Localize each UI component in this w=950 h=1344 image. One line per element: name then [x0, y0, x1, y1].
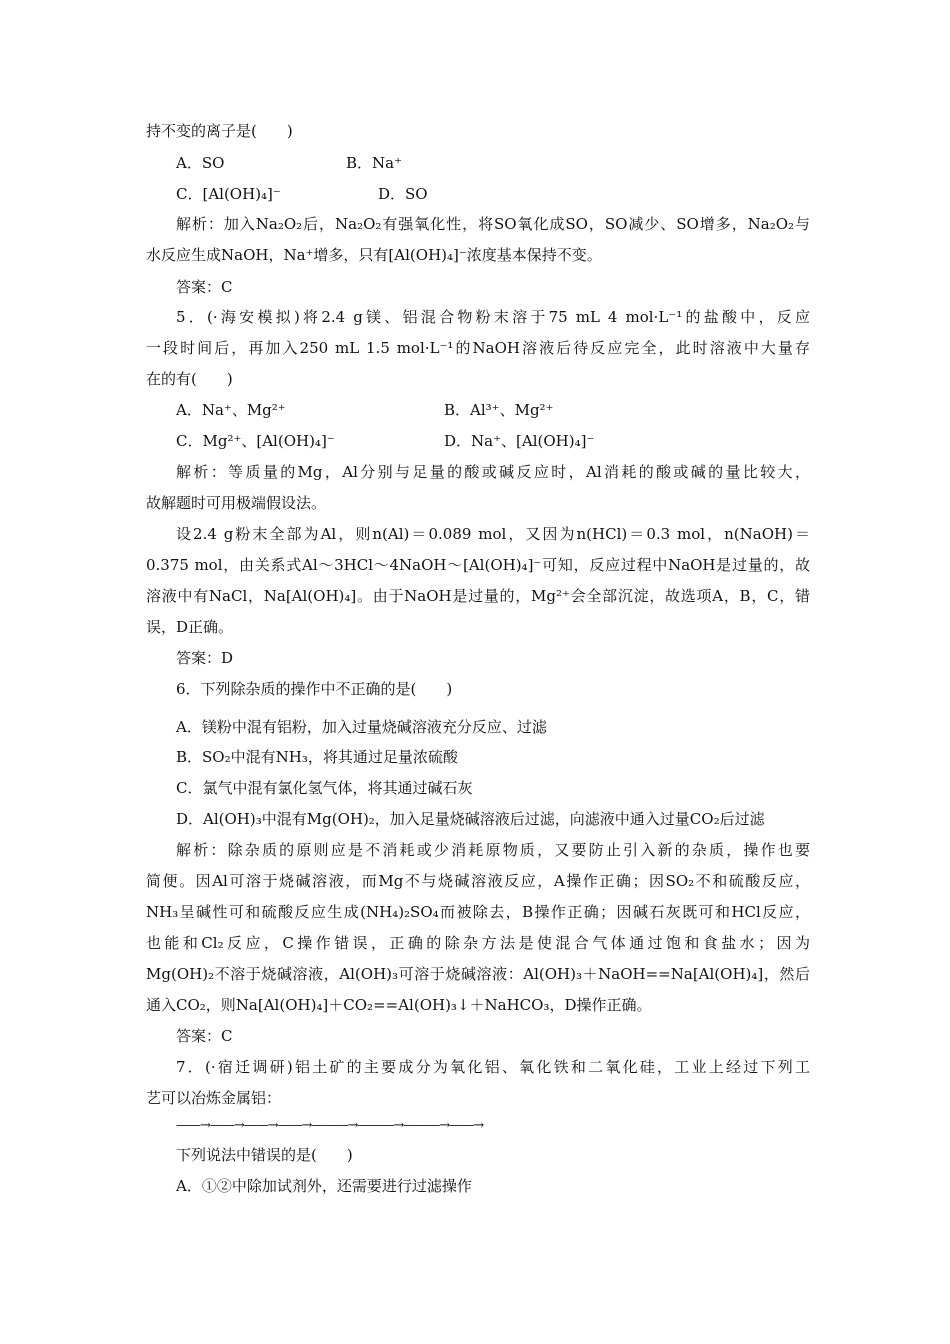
question-6-analysis-line-6: 通入CO₂，则Na[Al(OH)₄]＋CO₂==Al(OH)₃↓＋NaHCO₃，D操作正确。	[146, 996, 652, 1014]
option-a: A．SO	[176, 154, 225, 172]
question-5-analysis-line-5: 溶液中有NaCl，Na[Al(OH)₄]。由于NaOH是过量的，Mg²⁺会全部沉淀，故选项A，B，C，错	[146, 587, 810, 605]
option-b: B．Al³⁺、Mg²⁺	[444, 401, 554, 419]
question-4-options-row-1	[176, 153, 810, 173]
question-6-analysis-line-2: 简便。因Al可溶于烧碱溶液，而Mg不与烧碱溶液反应，A操作正确；因SO₂不和硫酸反应，	[146, 872, 810, 890]
question-4-stem-end: 持不变的离子是( )	[146, 122, 293, 140]
question-5-analysis-line-3: 设2.4 g粉末全部为Al，则n(Al)＝0.089 mol，又因为n(HCl)＝0.3 mol，n(NaOH)＝	[176, 525, 810, 543]
question-6-option-c: C．氯气中混有氯化氢气体，将其通过碱石灰	[176, 779, 473, 797]
question-5-stem-line-2: 一段时间后，再加入250 mL 1.5 mol·L⁻¹的NaOH溶液后待反应完全，此时溶液中大量存	[146, 339, 810, 357]
question-7-stem-line-1: 7．(·宿迁调研)铝土矿的主要成分为氧化铝、氧化铁和二氧化硅，工业上经过下列工	[176, 1058, 810, 1076]
process-flow-arrows: ——→——→——→——→———→———→———→——→	[176, 1118, 484, 1133]
option-d: D．Na⁺、[Al(OH)₄]⁻	[444, 432, 595, 450]
question-7-stem-line-2: 艺可以冶炼金属铝：	[146, 1089, 282, 1107]
question-4-analysis-line-1: 解析：加入Na₂O₂后，Na₂O₂有强氧化性，将SO氧化成SO，SO减少、SO增多，Na₂O₂与	[176, 215, 810, 233]
question-6-analysis-line-1: 解析：除杂质的原则应是不消耗或少消耗原物质，又要防止引入新的杂质，操作也要	[176, 841, 810, 859]
option-d: D．SO	[378, 185, 428, 203]
question-6-answer: 答案：C	[176, 1027, 233, 1045]
question-5-analysis-line-1: 解析：等质量的Mg，Al分别与足量的酸或碱反应时，Al消耗的酸或碱的量比较大，	[176, 463, 810, 481]
question-7-prompt: 下列说法中错误的是( )	[176, 1146, 353, 1164]
question-4-answer: 答案：C	[176, 278, 233, 296]
question-5-options-row-2	[176, 431, 810, 451]
question-5-stem-line-1: 5．(·海安模拟)将2.4 g镁、铝混合物粉末溶于75 mL 4 mol·L⁻¹的盐酸中，反应	[176, 308, 810, 326]
question-4-options-row-2	[176, 184, 810, 204]
question-6-stem: 6．下列除杂质的操作中不正确的是( )	[176, 680, 453, 698]
question-6-analysis-line-3: NH₃呈碱性可和硫酸反应生成(NH₄)₂SO₄而被除去，B操作正确；因碱石灰既可和HCl反应，	[146, 903, 810, 921]
option-c: C．Mg²⁺、[Al(OH)₄]⁻	[176, 432, 335, 450]
option-c: C．[Al(OH)₄]⁻	[176, 185, 281, 203]
question-5-analysis-line-6: 误，D正确。	[146, 618, 234, 636]
option-a: A．Na⁺、Mg²⁺	[176, 401, 286, 419]
question-6-option-a: A．镁粉中混有铝粉，加入过量烧碱溶液充分反应、过滤	[176, 718, 547, 736]
question-5-analysis-line-2: 故解题时可用极端假设法。	[146, 494, 327, 512]
option-b: B．Na⁺	[346, 154, 403, 172]
question-5-options-row-1	[176, 400, 810, 420]
question-5-answer: 答案：D	[176, 649, 234, 667]
question-6-analysis-line-5: Mg(OH)₂不溶于烧碱溶液，Al(OH)₃可溶于烧碱溶液：Al(OH)₃＋NaOH==Na[Al(OH)₄]，然后	[146, 965, 810, 983]
question-6-analysis-line-4: 也能和Cl₂反应，C操作错误，正确的除杂方法是使混合气体通过饱和食盐水；因为	[146, 934, 810, 952]
question-6-option-b: B．SO₂中混有NH₃，将其通过足量浓硫酸	[176, 748, 458, 766]
question-5-stem-line-3: 在的有( )	[146, 370, 233, 388]
question-7-option-a: A．①②中除加试剂外，还需要进行过滤操作	[176, 1177, 472, 1195]
question-4-analysis-line-2: 水反应生成NaOH，Na⁺增多，只有[Al(OH)₄]⁻浓度基本保持不变。	[146, 246, 602, 264]
question-5-analysis-line-4: 0.375 mol，由关系式Al～3HCl～4NaOH～[Al(OH)₄]⁻可知，反应过程中NaOH是过量的，故	[146, 556, 810, 574]
question-6-option-d: D．Al(OH)₃中混有Mg(OH)₂，加入足量烧碱溶液后过滤，向滤液中通入过量CO₂后过滤	[176, 810, 765, 828]
